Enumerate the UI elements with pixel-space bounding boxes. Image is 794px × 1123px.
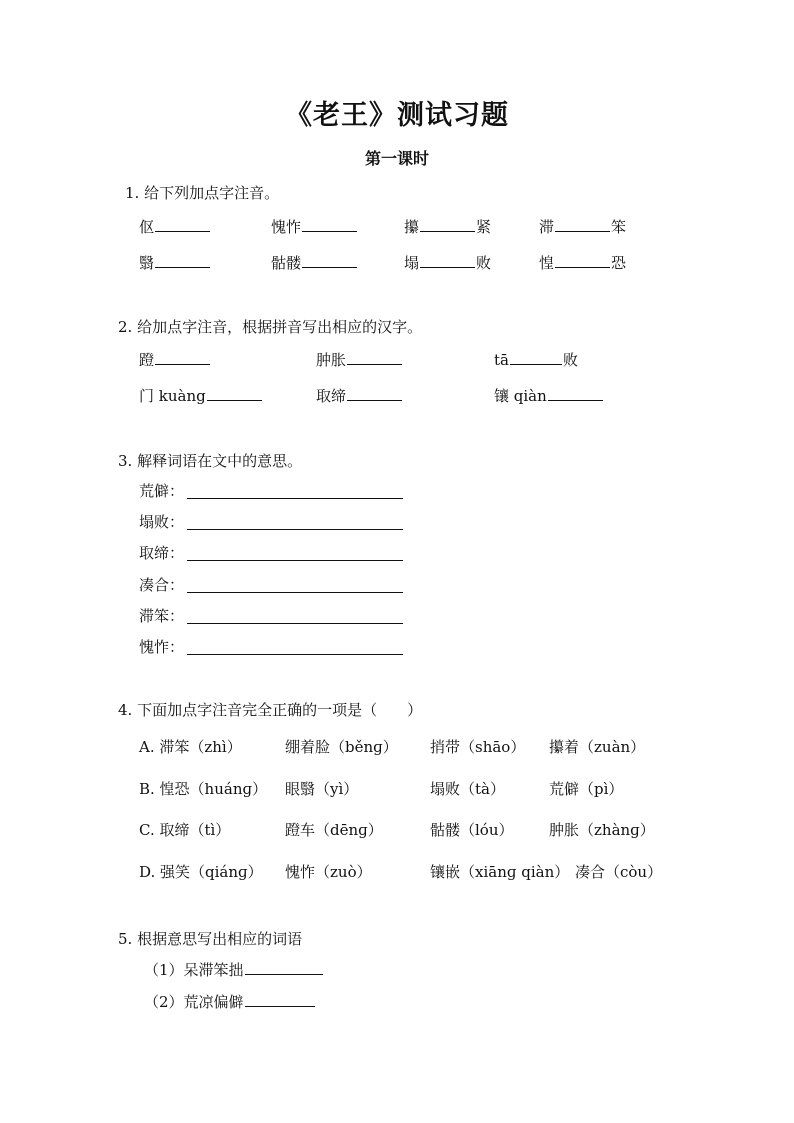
q1-word: 滞	[539, 218, 555, 236]
q4-option-c-item: 蹬车（dēnɡ）	[285, 821, 383, 839]
q5-item-label: （2）荒凉偏僻	[144, 993, 244, 1011]
q1-item-1	[139, 220, 211, 235]
q3-term-label: 取缔：	[139, 544, 185, 562]
page-title: 《老王》测试习题	[285, 100, 509, 131]
q4-option-c-item: 肿胀（zhànɡ）	[549, 821, 655, 839]
answer-line[interactable]	[187, 529, 403, 530]
q1-word: 塌	[404, 254, 420, 272]
q2-item-5	[316, 389, 403, 404]
q1-item-4	[539, 220, 626, 235]
q2-item-2	[316, 353, 403, 368]
q4-option-d-item: 愧怍（zuò）	[285, 863, 372, 881]
q3-term-label: 愧怍：	[139, 638, 185, 656]
q5-item-1	[144, 963, 324, 978]
q5-item-2	[144, 995, 316, 1010]
answer-line[interactable]	[187, 654, 403, 655]
q2-word: 肿胀	[316, 351, 347, 369]
answer-blank[interactable]	[420, 266, 475, 268]
q1-word: 惶	[539, 254, 555, 272]
answer-blank[interactable]	[555, 230, 610, 232]
page-subtitle: 第一课时	[364, 149, 429, 168]
q2-item-3	[494, 353, 578, 368]
q1-item-5	[139, 256, 211, 271]
answer-blank[interactable]	[155, 266, 210, 268]
q1-item-3	[404, 220, 491, 235]
q2-item-6	[494, 389, 604, 404]
q1-item-6	[271, 256, 358, 271]
q2-word: 门 kuàng	[139, 387, 206, 405]
q4-option-d-item: 镶嵌（xiānɡ qiàn）	[430, 863, 570, 881]
answer-blank[interactable]	[155, 230, 210, 232]
q1-word: 愧怍	[271, 218, 302, 236]
answer-blank[interactable]	[245, 973, 323, 975]
q2-word: 取缔	[316, 387, 347, 405]
answer-blank[interactable]	[207, 399, 262, 401]
q1-word: 骷髅	[271, 254, 302, 272]
q4-option-d[interactable]: D. 强笑（qiánɡ）	[139, 863, 263, 881]
answer-blank[interactable]	[548, 399, 603, 401]
q4-option-a-item: 捎带（shāo）	[430, 738, 526, 756]
q4-option-d-item: 凑合（còu）	[575, 863, 663, 881]
q3-term-label: 凑合：	[139, 576, 185, 594]
answer-blank[interactable]	[510, 363, 562, 365]
q3-term-label: 荒僻：	[139, 482, 185, 500]
q2-word: tā	[494, 351, 509, 369]
q1-word: 伛	[139, 218, 155, 236]
answer-blank[interactable]	[245, 1005, 315, 1007]
q2-word: 蹬	[139, 351, 155, 369]
q2-word-suffix: 败	[562, 351, 578, 369]
answer-line[interactable]	[187, 560, 403, 561]
answer-blank[interactable]	[347, 363, 402, 365]
answer-line[interactable]	[187, 498, 403, 499]
q1-item-7	[404, 256, 491, 271]
question-2-prompt: 2. 给加点字注音，根据拼音写出相应的汉字。	[118, 318, 423, 336]
answer-blank[interactable]	[302, 230, 357, 232]
q4-option-a[interactable]: A. 滞笨（zhì）	[139, 738, 242, 756]
q1-word-suffix: 紧	[476, 218, 492, 236]
q2-word: 镶 qiàn	[494, 387, 547, 405]
q1-word: 翳	[139, 254, 155, 272]
question-3-prompt: 3. 解释词语在文中的意思。	[118, 452, 303, 470]
q4-option-a-item: 攥着（zuàn）	[549, 738, 646, 756]
q4-option-b-item: 荒僻（pì）	[549, 780, 624, 798]
answer-line[interactable]	[187, 592, 403, 593]
answer-blank[interactable]	[302, 266, 357, 268]
answer-blank[interactable]	[347, 399, 402, 401]
answer-blank[interactable]	[155, 363, 210, 365]
q1-item-2	[271, 220, 358, 235]
question-5-prompt: 5. 根据意思写出相应的词语	[118, 930, 303, 948]
question-4-prompt: 4. 下面加点字注音完全正确的一项是（ ）	[118, 701, 423, 719]
q4-option-a-item: 绷着脸（běnɡ）	[285, 738, 398, 756]
q3-term-label: 塌败：	[139, 513, 185, 531]
q4-option-b[interactable]: B. 惶恐（huánɡ）	[139, 780, 268, 798]
q5-item-label: （1）呆滞笨拙	[144, 961, 244, 979]
answer-blank[interactable]	[555, 266, 610, 268]
answer-blank[interactable]	[420, 230, 475, 232]
q4-option-c[interactable]: C. 取缔（tì）	[139, 821, 231, 839]
answer-line[interactable]	[187, 623, 403, 624]
q4-option-b-item: 塌败（tà）	[430, 780, 505, 798]
q1-word: 攥	[404, 218, 420, 236]
q1-word-suffix: 恐	[611, 254, 627, 272]
q1-word-suffix: 笨	[611, 218, 627, 236]
q4-option-c-item: 骷髅（lóu）	[430, 821, 514, 839]
q1-item-8	[539, 256, 626, 271]
q2-item-4	[139, 389, 263, 404]
q4-option-b-item: 眼翳（yì）	[285, 780, 359, 798]
q1-word-suffix: 败	[476, 254, 492, 272]
q3-term-label: 滞笨：	[139, 607, 185, 625]
question-1-prompt: 1. 给下列加点字注音。	[125, 184, 280, 202]
q2-item-1	[139, 353, 211, 368]
